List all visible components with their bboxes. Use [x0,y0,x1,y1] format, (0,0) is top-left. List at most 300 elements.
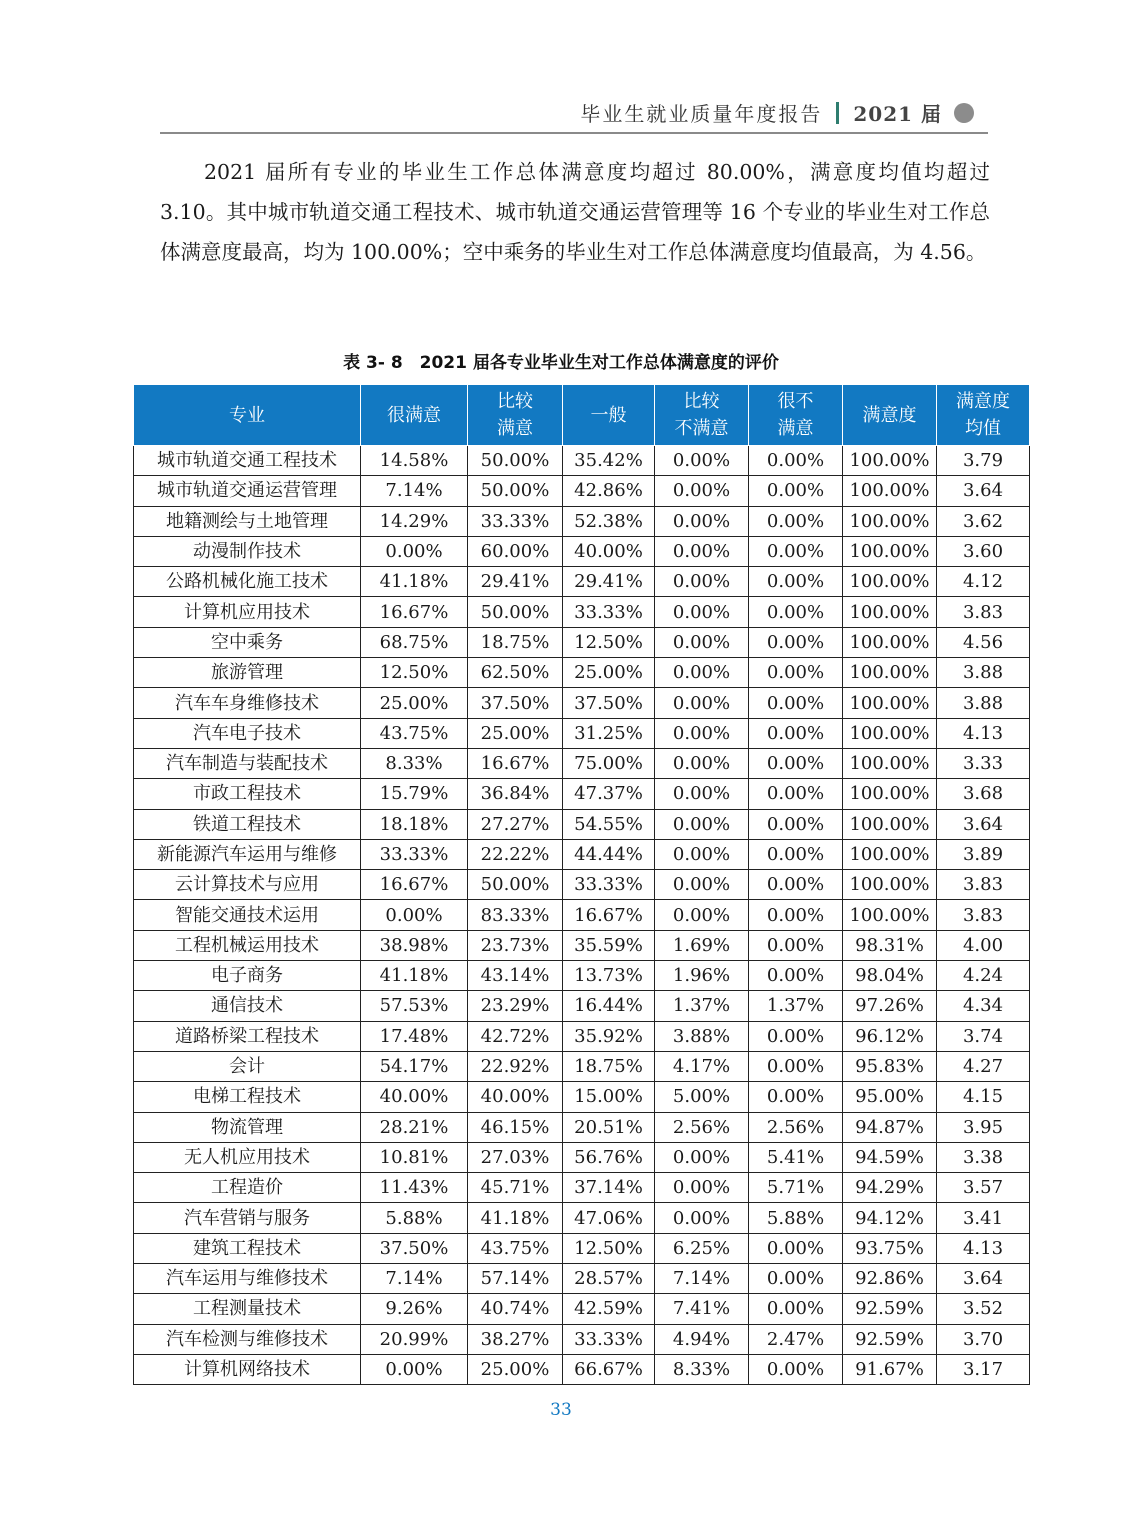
header-very-satisfied [361,385,468,446]
cell-neutral: 33.33% [563,870,655,900]
cell-fairly-unsatisfied: 0.00% [655,779,749,809]
cell-very-unsatisfied: 0.00% [749,627,843,657]
cell-major: 地籍测绘与土地管理 [134,506,361,536]
cell-very-unsatisfied: 0.00% [749,870,843,900]
cell-very-unsatisfied: 0.00% [749,658,843,688]
cell-neutral: 56.76% [563,1142,655,1172]
cell-very-satisfied: 5.88% [361,1203,468,1233]
satisfaction-table [133,384,1030,1385]
cell-satisfaction-mean: 4.27 [937,1051,1030,1081]
page-number: 33 [550,1400,572,1420]
cell-satisfaction-mean: 4.13 [937,718,1030,748]
header-line: 一般 [590,404,627,426]
table-body [134,446,1030,1385]
header-line: 很满意 [387,404,441,426]
cell-fairly-unsatisfied: 0.00% [655,748,749,778]
cell-neutral: 33.33% [563,597,655,627]
cell-satisfaction-rate: 100.00% [843,567,937,597]
table-row [134,1142,1030,1172]
cell-major: 汽车运用与维修技术 [134,1264,361,1294]
cell-major: 公路机械化施工技术 [134,567,361,597]
cell-fairly-unsatisfied: 0.00% [655,627,749,657]
cell-neutral: 35.59% [563,930,655,960]
cell-satisfaction-mean: 3.64 [937,809,1030,839]
cell-fairly-unsatisfied: 0.00% [655,809,749,839]
cell-very-satisfied: 57.53% [361,991,468,1021]
cell-major: 汽车营销与服务 [134,1203,361,1233]
cell-satisfaction-rate: 92.59% [843,1324,937,1354]
cell-very-satisfied: 10.81% [361,1142,468,1172]
cell-neutral: 15.00% [563,1082,655,1112]
cell-very-unsatisfied: 0.00% [749,1294,843,1324]
cell-satisfaction-mean: 3.60 [937,536,1030,566]
cell-neutral: 40.00% [563,536,655,566]
cell-very-satisfied: 15.79% [361,779,468,809]
cell-very-satisfied: 9.26% [361,1294,468,1324]
cell-fairly-satisfied: 50.00% [468,870,563,900]
intro-paragraph: 2021 届所有专业的毕业生工作总体满意度均超过 80.00%，满意度均值均超过 3.10。其中城市轨道交通工程技术、城市轨道交通运营管理等 16 个专业的毕业生对工作总体满意度最高，均为 100.00%；空中乘务的毕业生对工作总体满意度均值最高，为 4.56。 [160,160,990,264]
cell-very-satisfied: 38.98% [361,930,468,960]
cell-satisfaction-mean: 3.88 [937,658,1030,688]
cell-satisfaction-rate: 100.00% [843,536,937,566]
cell-very-unsatisfied: 0.00% [749,779,843,809]
cell-satisfaction-rate: 94.59% [843,1142,937,1172]
cell-satisfaction-rate: 100.00% [843,446,937,476]
cell-very-unsatisfied: 2.56% [749,1112,843,1142]
cell-neutral: 25.00% [563,658,655,688]
table-row [134,748,1030,778]
cell-fairly-satisfied: 40.00% [468,1082,563,1112]
cell-neutral: 35.42% [563,446,655,476]
cell-major: 铁道工程技术 [134,809,361,839]
table-row [134,1324,1030,1354]
cell-fairly-satisfied: 62.50% [468,658,563,688]
header-year: 2021 届 [853,102,942,126]
cell-satisfaction-mean: 3.95 [937,1112,1030,1142]
table-row [134,930,1030,960]
cell-neutral: 52.38% [563,506,655,536]
table-row [134,506,1030,536]
cell-fairly-unsatisfied: 0.00% [655,476,749,506]
table-row [134,1294,1030,1324]
cell-major: 旅游管理 [134,658,361,688]
cell-satisfaction-mean: 3.79 [937,446,1030,476]
cell-fairly-unsatisfied: 0.00% [655,1142,749,1172]
cell-very-satisfied: 37.50% [361,1233,468,1263]
cell-fairly-satisfied: 23.73% [468,930,563,960]
cell-very-unsatisfied: 0.00% [749,536,843,566]
cell-satisfaction-rate: 100.00% [843,748,937,778]
cell-satisfaction-rate: 93.75% [843,1233,937,1263]
cell-major: 空中乘务 [134,627,361,657]
table-caption: 表 3- 8 2021 届各专业毕业生对工作总体满意度的评价 [343,353,779,373]
cell-satisfaction-rate: 100.00% [843,627,937,657]
cell-fairly-unsatisfied: 0.00% [655,658,749,688]
cell-very-unsatisfied: 0.00% [749,506,843,536]
cell-fairly-unsatisfied: 0.00% [655,506,749,536]
cell-very-unsatisfied: 0.00% [749,476,843,506]
table-header-row [134,385,1030,446]
cell-very-satisfied: 28.21% [361,1112,468,1142]
table-row [134,1082,1030,1112]
cell-major: 会计 [134,1051,361,1081]
cell-satisfaction-rate: 98.04% [843,961,937,991]
cell-neutral: 42.59% [563,1294,655,1324]
cell-neutral: 13.73% [563,961,655,991]
cell-very-unsatisfied: 0.00% [749,839,843,869]
table-row [134,476,1030,506]
cell-neutral: 47.37% [563,779,655,809]
cell-satisfaction-rate: 91.67% [843,1354,937,1384]
cell-very-satisfied: 0.00% [361,536,468,566]
cell-very-satisfied: 0.00% [361,900,468,930]
cell-neutral: 66.67% [563,1354,655,1384]
cell-neutral: 44.44% [563,839,655,869]
cell-fairly-satisfied: 33.33% [468,506,563,536]
cell-very-unsatisfied: 0.00% [749,1051,843,1081]
cell-major: 云计算技术与应用 [134,870,361,900]
cell-very-unsatisfied: 0.00% [749,1233,843,1263]
cell-very-satisfied: 11.43% [361,1173,468,1203]
cell-fairly-satisfied: 37.50% [468,688,563,718]
cell-satisfaction-mean: 3.52 [937,1294,1030,1324]
cell-fairly-satisfied: 23.29% [468,991,563,1021]
cell-satisfaction-mean: 3.41 [937,1203,1030,1233]
cell-fairly-satisfied: 40.74% [468,1294,563,1324]
cell-very-satisfied: 0.00% [361,1354,468,1384]
cell-fairly-unsatisfied: 5.00% [655,1082,749,1112]
cell-satisfaction-mean: 4.00 [937,930,1030,960]
cell-very-unsatisfied: 0.00% [749,688,843,718]
cell-very-satisfied: 41.18% [361,567,468,597]
cell-very-satisfied: 25.00% [361,688,468,718]
cell-major: 动漫制作技术 [134,536,361,566]
header-line: 比较 [497,391,533,412]
cell-fairly-unsatisfied: 4.17% [655,1051,749,1081]
cell-neutral: 37.50% [563,688,655,718]
table-row [134,870,1030,900]
cell-very-unsatisfied: 0.00% [749,597,843,627]
cell-major: 汽车电子技术 [134,718,361,748]
cell-satisfaction-mean: 3.70 [937,1324,1030,1354]
cell-fairly-unsatisfied: 0.00% [655,1173,749,1203]
cell-very-unsatisfied: 1.37% [749,991,843,1021]
cell-major: 工程造价 [134,1173,361,1203]
cell-fairly-unsatisfied: 0.00% [655,718,749,748]
cell-satisfaction-mean: 4.56 [937,627,1030,657]
cell-fairly-satisfied: 36.84% [468,779,563,809]
cell-neutral: 16.67% [563,900,655,930]
table-row [134,688,1030,718]
header-line: 均值 [965,418,1001,439]
cell-neutral: 47.06% [563,1203,655,1233]
cell-major: 计算机应用技术 [134,597,361,627]
cell-neutral: 35.92% [563,1021,655,1051]
table-row [134,658,1030,688]
cell-fairly-satisfied: 22.92% [468,1051,563,1081]
table-row [134,779,1030,809]
cell-satisfaction-rate: 100.00% [843,506,937,536]
cell-satisfaction-mean: 4.13 [937,1233,1030,1263]
cell-very-satisfied: 20.99% [361,1324,468,1354]
cell-very-satisfied: 14.58% [361,446,468,476]
cell-major: 汽车车身维修技术 [134,688,361,718]
cell-satisfaction-rate: 94.29% [843,1173,937,1203]
table-row [134,991,1030,1021]
cell-major: 工程机械运用技术 [134,930,361,960]
cell-major: 汽车检测与维修技术 [134,1324,361,1354]
cell-fairly-satisfied: 38.27% [468,1324,563,1354]
cell-fairly-satisfied: 42.72% [468,1021,563,1051]
cell-very-satisfied: 68.75% [361,627,468,657]
cell-major: 无人机应用技术 [134,1142,361,1172]
header-line: 比较 [683,391,720,412]
table-row [134,1021,1030,1051]
cell-satisfaction-rate: 95.00% [843,1082,937,1112]
cell-neutral: 16.44% [563,991,655,1021]
cell-satisfaction-mean: 4.12 [937,567,1030,597]
cell-satisfaction-rate: 92.59% [843,1294,937,1324]
cell-fairly-satisfied: 22.22% [468,839,563,869]
cell-fairly-unsatisfied: 7.41% [655,1294,749,1324]
cell-satisfaction-mean: 3.68 [937,779,1030,809]
cell-fairly-satisfied: 50.00% [468,597,563,627]
cell-fairly-satisfied: 27.27% [468,809,563,839]
cell-major: 市政工程技术 [134,779,361,809]
cell-very-unsatisfied: 0.00% [749,961,843,991]
table-row [134,1354,1030,1384]
cell-satisfaction-rate: 92.86% [843,1264,937,1294]
header-right [580,98,974,127]
cell-satisfaction-rate: 100.00% [843,809,937,839]
cell-very-unsatisfied: 0.00% [749,718,843,748]
cell-fairly-satisfied: 25.00% [468,1354,563,1384]
table-row [134,627,1030,657]
cell-neutral: 75.00% [563,748,655,778]
cell-fairly-unsatisfied: 1.37% [655,991,749,1021]
header-very-unsatisfied [749,385,843,446]
cell-major: 智能交通技术运用 [134,900,361,930]
cell-fairly-unsatisfied: 4.94% [655,1324,749,1354]
table-row [134,809,1030,839]
cell-very-satisfied: 54.17% [361,1051,468,1081]
cell-major: 城市轨道交通运营管理 [134,476,361,506]
cell-fairly-satisfied: 45.71% [468,1173,563,1203]
cell-fairly-satisfied: 29.41% [468,567,563,597]
cell-fairly-satisfied: 27.03% [468,1142,563,1172]
cell-satisfaction-mean: 3.74 [937,1021,1030,1051]
header-title: 毕业生就业质量年度报告 [580,102,823,126]
cell-satisfaction-rate: 94.87% [843,1112,937,1142]
cell-neutral: 31.25% [563,718,655,748]
table-row [134,961,1030,991]
cell-very-unsatisfied: 5.88% [749,1203,843,1233]
cell-major: 电梯工程技术 [134,1082,361,1112]
cell-fairly-unsatisfied: 0.00% [655,567,749,597]
cell-fairly-unsatisfied: 0.00% [655,900,749,930]
cell-satisfaction-mean: 3.38 [937,1142,1030,1172]
cell-fairly-satisfied: 43.75% [468,1233,563,1263]
cell-very-unsatisfied: 5.41% [749,1142,843,1172]
cell-fairly-satisfied: 41.18% [468,1203,563,1233]
cell-very-unsatisfied: 0.00% [749,748,843,778]
cell-satisfaction-rate: 95.83% [843,1051,937,1081]
cell-neutral: 28.57% [563,1264,655,1294]
table-row [134,536,1030,566]
cell-fairly-satisfied: 18.75% [468,627,563,657]
cell-very-satisfied: 41.18% [361,961,468,991]
cell-satisfaction-rate: 96.12% [843,1021,937,1051]
cell-neutral: 54.55% [563,809,655,839]
cell-very-unsatisfied: 5.71% [749,1173,843,1203]
header-line: 不满意 [674,418,729,439]
cell-satisfaction-mean: 3.64 [937,1264,1030,1294]
header-fairly-unsatisfied [655,385,749,446]
table-row [134,1051,1030,1081]
table-row [134,1173,1030,1203]
header-line: 满意 [777,418,814,439]
cell-very-unsatisfied: 0.00% [749,567,843,597]
cell-very-unsatisfied: 0.00% [749,930,843,960]
cell-satisfaction-mean: 3.17 [937,1354,1030,1384]
cell-very-satisfied: 7.14% [361,476,468,506]
cell-satisfaction-mean: 3.33 [937,748,1030,778]
cell-very-satisfied: 33.33% [361,839,468,869]
table-row [134,567,1030,597]
cell-very-satisfied: 12.50% [361,658,468,688]
cell-fairly-satisfied: 57.14% [468,1264,563,1294]
cell-neutral: 37.14% [563,1173,655,1203]
cell-very-satisfied: 7.14% [361,1264,468,1294]
cell-very-satisfied: 16.67% [361,870,468,900]
cell-fairly-unsatisfied: 0.00% [655,536,749,566]
cell-fairly-satisfied: 60.00% [468,536,563,566]
header-separator [836,102,839,124]
cell-fairly-satisfied: 50.00% [468,476,563,506]
cell-fairly-satisfied: 43.14% [468,961,563,991]
cell-major: 计算机网络技术 [134,1354,361,1384]
cell-fairly-unsatisfied: 2.56% [655,1112,749,1142]
cell-very-unsatisfied: 0.00% [749,1082,843,1112]
cell-fairly-unsatisfied: 0.00% [655,839,749,869]
cell-satisfaction-rate: 100.00% [843,597,937,627]
cell-satisfaction-mean: 4.15 [937,1082,1030,1112]
table-row [134,1233,1030,1263]
cell-satisfaction-rate: 97.26% [843,991,937,1021]
header-fairly-satisfied [468,385,563,446]
cell-major: 通信技术 [134,991,361,1021]
cell-neutral: 33.33% [563,1324,655,1354]
cell-satisfaction-rate: 100.00% [843,718,937,748]
cell-satisfaction-rate: 100.00% [843,839,937,869]
table-row [134,446,1030,476]
cell-satisfaction-mean: 4.34 [937,991,1030,1021]
cell-satisfaction-mean: 3.62 [937,506,1030,536]
header-line: 满意度 [956,391,1010,412]
cell-satisfaction-mean: 3.83 [937,870,1030,900]
cell-very-satisfied: 17.48% [361,1021,468,1051]
cell-satisfaction-mean: 3.83 [937,597,1030,627]
cell-major: 建筑工程技术 [134,1233,361,1263]
header-major [134,385,361,446]
cell-fairly-unsatisfied: 0.00% [655,1203,749,1233]
cell-very-satisfied: 40.00% [361,1082,468,1112]
cell-neutral: 20.51% [563,1112,655,1142]
header-line: 满意 [497,418,533,439]
cell-major: 道路桥梁工程技术 [134,1021,361,1051]
header-line: 很不 [777,391,814,412]
cell-satisfaction-rate: 100.00% [843,688,937,718]
cell-satisfaction-mean: 3.57 [937,1173,1030,1203]
cell-major: 新能源汽车运用与维修 [134,839,361,869]
cell-very-unsatisfied: 0.00% [749,900,843,930]
cell-very-satisfied: 18.18% [361,809,468,839]
cell-neutral: 29.41% [563,567,655,597]
cell-major: 汽车制造与装配技术 [134,748,361,778]
cell-satisfaction-rate: 94.12% [843,1203,937,1233]
cell-neutral: 12.50% [563,1233,655,1263]
cell-fairly-unsatisfied: 6.25% [655,1233,749,1263]
cell-neutral: 42.86% [563,476,655,506]
cell-fairly-satisfied: 25.00% [468,718,563,748]
header-satisfaction-mean [937,385,1030,446]
cell-satisfaction-mean: 3.83 [937,900,1030,930]
cell-satisfaction-rate: 100.00% [843,870,937,900]
cell-major: 电子商务 [134,961,361,991]
table-row [134,900,1030,930]
cell-very-unsatisfied: 0.00% [749,1021,843,1051]
cell-satisfaction-rate: 100.00% [843,900,937,930]
cell-neutral: 18.75% [563,1051,655,1081]
cell-major: 物流管理 [134,1112,361,1142]
cell-satisfaction-rate: 100.00% [843,658,937,688]
cell-satisfaction-mean: 3.89 [937,839,1030,869]
cell-major: 工程测量技术 [134,1294,361,1324]
cell-very-unsatisfied: 0.00% [749,809,843,839]
cell-very-unsatisfied: 0.00% [749,446,843,476]
cell-very-unsatisfied: 0.00% [749,1354,843,1384]
header-neutral [563,385,655,446]
cell-satisfaction-rate: 100.00% [843,476,937,506]
cell-very-satisfied: 43.75% [361,718,468,748]
page-header [160,96,988,134]
cell-major: 城市轨道交通工程技术 [134,446,361,476]
cell-very-unsatisfied: 0.00% [749,1264,843,1294]
cell-fairly-unsatisfied: 0.00% [655,597,749,627]
cell-very-satisfied: 14.29% [361,506,468,536]
header-line: 专业 [229,404,265,426]
table-row [134,1112,1030,1142]
cell-fairly-unsatisfied: 0.00% [655,688,749,718]
cell-satisfaction-rate: 98.31% [843,930,937,960]
table-row [134,1264,1030,1294]
cell-satisfaction-mean: 3.88 [937,688,1030,718]
cell-satisfaction-rate: 100.00% [843,779,937,809]
cell-satisfaction-mean: 4.24 [937,961,1030,991]
cell-fairly-satisfied: 46.15% [468,1112,563,1142]
cell-very-satisfied: 8.33% [361,748,468,778]
table-row [134,839,1030,869]
header-dot-icon [954,103,974,123]
table-row [134,1203,1030,1233]
cell-fairly-unsatisfied: 7.14% [655,1264,749,1294]
cell-satisfaction-mean: 3.64 [937,476,1030,506]
cell-very-unsatisfied: 2.47% [749,1324,843,1354]
cell-fairly-unsatisfied: 0.00% [655,870,749,900]
cell-fairly-unsatisfied: 0.00% [655,446,749,476]
header-line: 满意度 [862,404,917,426]
cell-fairly-satisfied: 50.00% [468,446,563,476]
